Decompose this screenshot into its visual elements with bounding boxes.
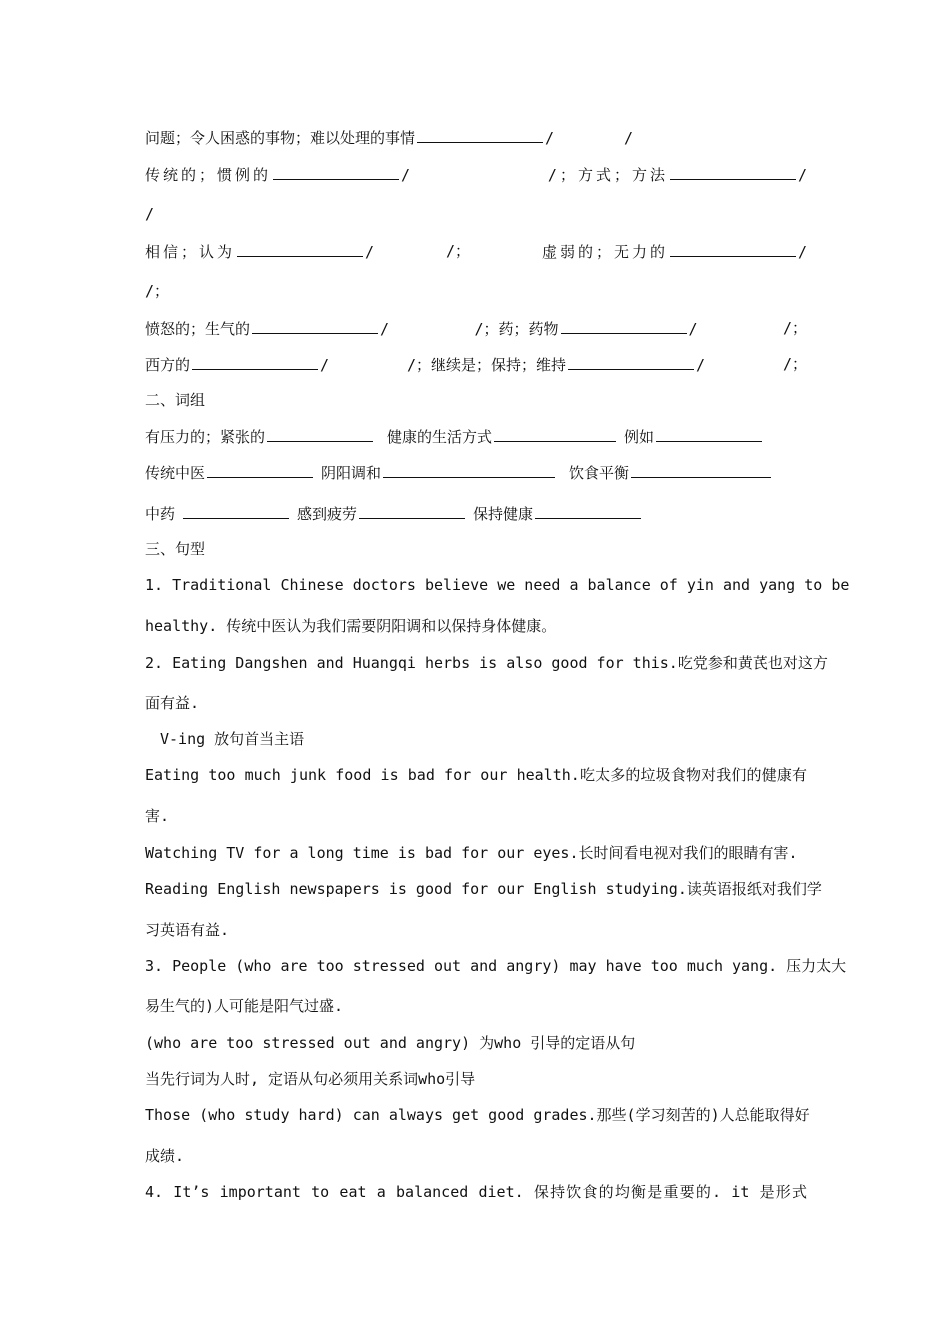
- sentence-line: Watching TV for a long time is bad for our eyes.长时间看电视对我们的眼睛有害.: [145, 844, 798, 862]
- answer-blank[interactable]: [494, 426, 616, 442]
- phrase-row-2: [145, 462, 807, 483]
- answer-blank[interactable]: [359, 503, 465, 519]
- slash: /: [380, 320, 390, 338]
- answer-blank[interactable]: [561, 318, 687, 334]
- slash: /: [545, 129, 555, 147]
- sentence-line: 易生气的)人可能是阳气过盛.: [145, 997, 344, 1015]
- sentence-line: Reading English newspapers is good for our English studying.读英语报纸对我们学: [145, 880, 822, 898]
- vocab-prompt: /；方式；方法: [547, 166, 668, 184]
- phrase: 饮食平衡: [569, 464, 630, 482]
- sentence-line: 成绩.: [145, 1147, 185, 1165]
- phrase: 保持健康: [473, 505, 534, 523]
- sentence-line: 4. It’s important to eat a balanced diet. 保持饮食的均衡是重要的. it 是形式: [145, 1183, 807, 1201]
- vocab-line-7: [145, 354, 807, 375]
- vocab-prompt: 相信；认为: [145, 243, 236, 261]
- phrase: 中药: [145, 505, 176, 523]
- section-heading-phrases: 二、词组: [145, 391, 206, 409]
- phrase-row-3: [145, 503, 807, 524]
- slash: /: [797, 243, 807, 261]
- answer-blank[interactable]: [383, 462, 555, 478]
- sentence-line: 当先行词为人时, 定语从句必须用关系词who引导: [145, 1070, 476, 1088]
- vocab-prompt: 问题；令人困惑的事物；难以处理的事情: [145, 129, 416, 147]
- sentence-line: 3. People (who are too stressed out and angry) may have too much yang. 压力太大: [145, 957, 847, 975]
- sentence-line: Eating too much junk food is bad for our health.吃太多的垃圾食物对我们的健康有: [145, 766, 807, 784]
- answer-blank[interactable]: [252, 318, 378, 334]
- vocab-prompt: 传统的；惯例的: [145, 166, 272, 184]
- answer-blank[interactable]: [670, 164, 796, 180]
- vocab-prompt: 虚弱的；无力的: [541, 243, 668, 261]
- vocab-line-3: [145, 204, 807, 224]
- slash: /: [696, 356, 706, 374]
- phrase: 健康的生活方式: [387, 428, 493, 446]
- slash: /: [145, 205, 155, 223]
- phrase: 传统中医: [145, 464, 206, 482]
- answer-blank[interactable]: [656, 426, 762, 442]
- slash: /: [365, 243, 375, 261]
- answer-blank[interactable]: [417, 127, 543, 143]
- slash: /；: [782, 355, 807, 373]
- phrase: 有压力的；紧张的: [145, 428, 266, 446]
- slash: /: [688, 320, 698, 338]
- sentence-line: 习英语有益.: [145, 921, 230, 939]
- answer-blank[interactable]: [192, 354, 318, 370]
- vocab-line-2: [145, 164, 807, 185]
- sentence-line: V-ing 放句首当主语: [160, 730, 305, 748]
- slash: /；: [145, 282, 170, 300]
- slash: /: [401, 166, 411, 184]
- answer-blank[interactable]: [670, 241, 796, 257]
- slash: /: [320, 356, 330, 374]
- vocab-prompt: /；: [445, 242, 471, 260]
- vocab-line-5: [145, 281, 807, 301]
- phrase: 感到疲劳: [297, 505, 358, 523]
- vocab-prompt: /；药；药物: [474, 320, 559, 338]
- vocab-line-4: [145, 241, 807, 262]
- vocab-prompt: 愤怒的；生气的: [145, 320, 251, 338]
- answer-blank[interactable]: [535, 503, 641, 519]
- phrase: 阴阳调和: [321, 464, 382, 482]
- sentence-line: healthy. 传统中医认为我们需要阴阳调和以保持身体健康。: [145, 617, 557, 635]
- answer-blank[interactable]: [207, 462, 313, 478]
- vocab-prompt: /；继续是；保持；维持: [406, 356, 567, 374]
- slash: /；: [782, 319, 807, 337]
- answer-blank[interactable]: [273, 164, 399, 180]
- sentence-line: (who are too stressed out and angry) 为who 引导的定语从句: [145, 1034, 636, 1052]
- vocab-prompt: 西方的: [145, 356, 191, 374]
- slash: /: [624, 129, 634, 147]
- sentence-line: 面有益.: [145, 694, 200, 712]
- sentence-line: 1. Traditional Chinese doctors believe we need a balance of yin and yang to be: [145, 576, 850, 594]
- answer-blank[interactable]: [183, 503, 289, 519]
- vocab-line-6: [145, 318, 807, 339]
- phrase: 例如: [624, 428, 655, 446]
- answer-blank[interactable]: [568, 354, 694, 370]
- section-heading-sentences: 三、句型: [145, 540, 206, 558]
- sentence-line: Those (who study hard) can always get good grades.那些(学习刻苦的)人总能取得好: [145, 1106, 810, 1124]
- phrase-row-1: [145, 426, 807, 447]
- slash: /: [797, 166, 807, 184]
- sentence-line: 2. Eating Dangshen and Huangqi herbs is also good for this.吃党参和黄芪也对这方: [145, 654, 828, 672]
- vocab-line-1: [145, 127, 807, 148]
- answer-blank[interactable]: [631, 462, 771, 478]
- answer-blank[interactable]: [237, 241, 363, 257]
- answer-blank[interactable]: [267, 426, 373, 442]
- sentence-line: 害.: [145, 807, 170, 825]
